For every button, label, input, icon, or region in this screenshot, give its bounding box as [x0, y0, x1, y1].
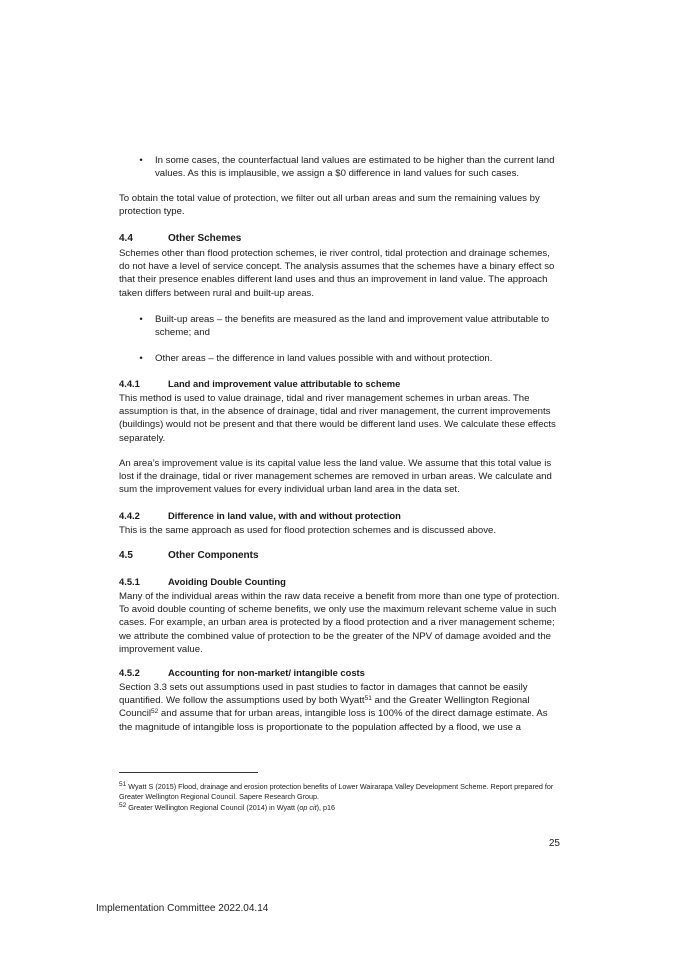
subsection-heading-4-5-1: 4.5.1 Avoiding Double Counting — [119, 576, 286, 587]
subsection-heading-4-4-1: 4.4.1 Land and improvement value attributable to scheme — [119, 378, 401, 389]
footnote: $^{52}$ Greater Wellington Regional Council (2014) in Wyatt (op cit), p16 — [119, 802, 335, 812]
footnote: $^{51}$ Wyatt S (2015) Flood, drainage and erosion protection benefits of Lower Wairarapa Valley Development Scheme. Report prepared for Greater Wellington Regional Council. Sapere Research Group. — [119, 781, 554, 801]
subsection-heading-4-4-2: 4.4.2 Difference in land value, with and without protection — [119, 510, 401, 521]
footnote-divider — [119, 772, 258, 773]
footnote-ref[interactable]: 51 — [364, 695, 372, 703]
section-heading-4-5: 4.5 Other Components — [119, 550, 259, 561]
footnote-ref[interactable]: 52 — [151, 708, 159, 716]
bullet-marker: • — [139, 353, 143, 364]
paragraph: This method is used to value drainage, tidal and river management schemes in urban areas. The assumption is that, in the absence of drainage, tidal and river management, the current improvements (buildings) would not be present and that there would be different land uses. We calculate these effects separately. — [119, 393, 556, 444]
paragraph: Section 3.3 sets out assumptions used in past studies to factor in damages that cannot be easily quantified. We follow the assumptions used by both Wyatt$^{51}$ and the Greater Wellington Regional Council$^{52}$ and assume that for urban areas, intangible loss is 100% of the direct damage estimate. As the magnitude of intangible loss is proportionate to the population affected by a flood, we use a — [119, 682, 548, 733]
list-item: Other areas – the difference in land values possible with and without protection. — [155, 353, 493, 364]
paragraph: Schemes other than flood protection schemes, ie river control, tidal protection and drainage schemes, do not have a level of service concept. The analysis assumes that the schemes have a binary effect so that their presence enables different land uses and thus an improvement in land value. The approach taken differs between rural and built-up areas. — [119, 248, 555, 299]
paragraph: To obtain the total value of protection, we filter out all urban areas and sum the remaining values by protection type. — [119, 193, 540, 218]
list-item: Built-up areas – the benefits are measured as the land and improvement value attributable to scheme; and — [155, 314, 550, 339]
subsection-heading-4-5-2: 4.5.2 Accounting for non-market/ intangible costs — [119, 667, 365, 678]
paragraph: Many of the individual areas within the raw data receive a benefit from more than one type of protection. To avoid double counting of scheme benefits, we only use the maximum relevant scheme value in such cases. For example, an urban area is protected by a flood protection and a river management scheme; we attribute the combined value of protection to be the greater of the NPV of damage avoided and the improvement value. — [119, 591, 560, 655]
paragraph: This is the same approach as used for flood protection schemes and is discussed above. — [119, 525, 497, 536]
bullet-marker: • — [139, 314, 143, 325]
page-footer: Implementation Committee 2022.04.14 — [96, 903, 269, 914]
list-item: In some cases, the counterfactual land values are estimated to be higher than the current land values. As this is implausible, we assign a $0 difference in land values for such cases. — [155, 155, 555, 180]
section-heading-4-4: 4.4 Other Schemes — [119, 233, 242, 244]
bullet-marker: • — [139, 155, 143, 166]
paragraph: An area’s improvement value is its capital value less the land value. We assume that this total value is lost if the drainage, tidal or river management schemes are removed in urban areas. We calculate and sum the improvement values for every individual urban land area in the data set. — [119, 458, 552, 496]
page-number: 25 — [548, 838, 560, 849]
